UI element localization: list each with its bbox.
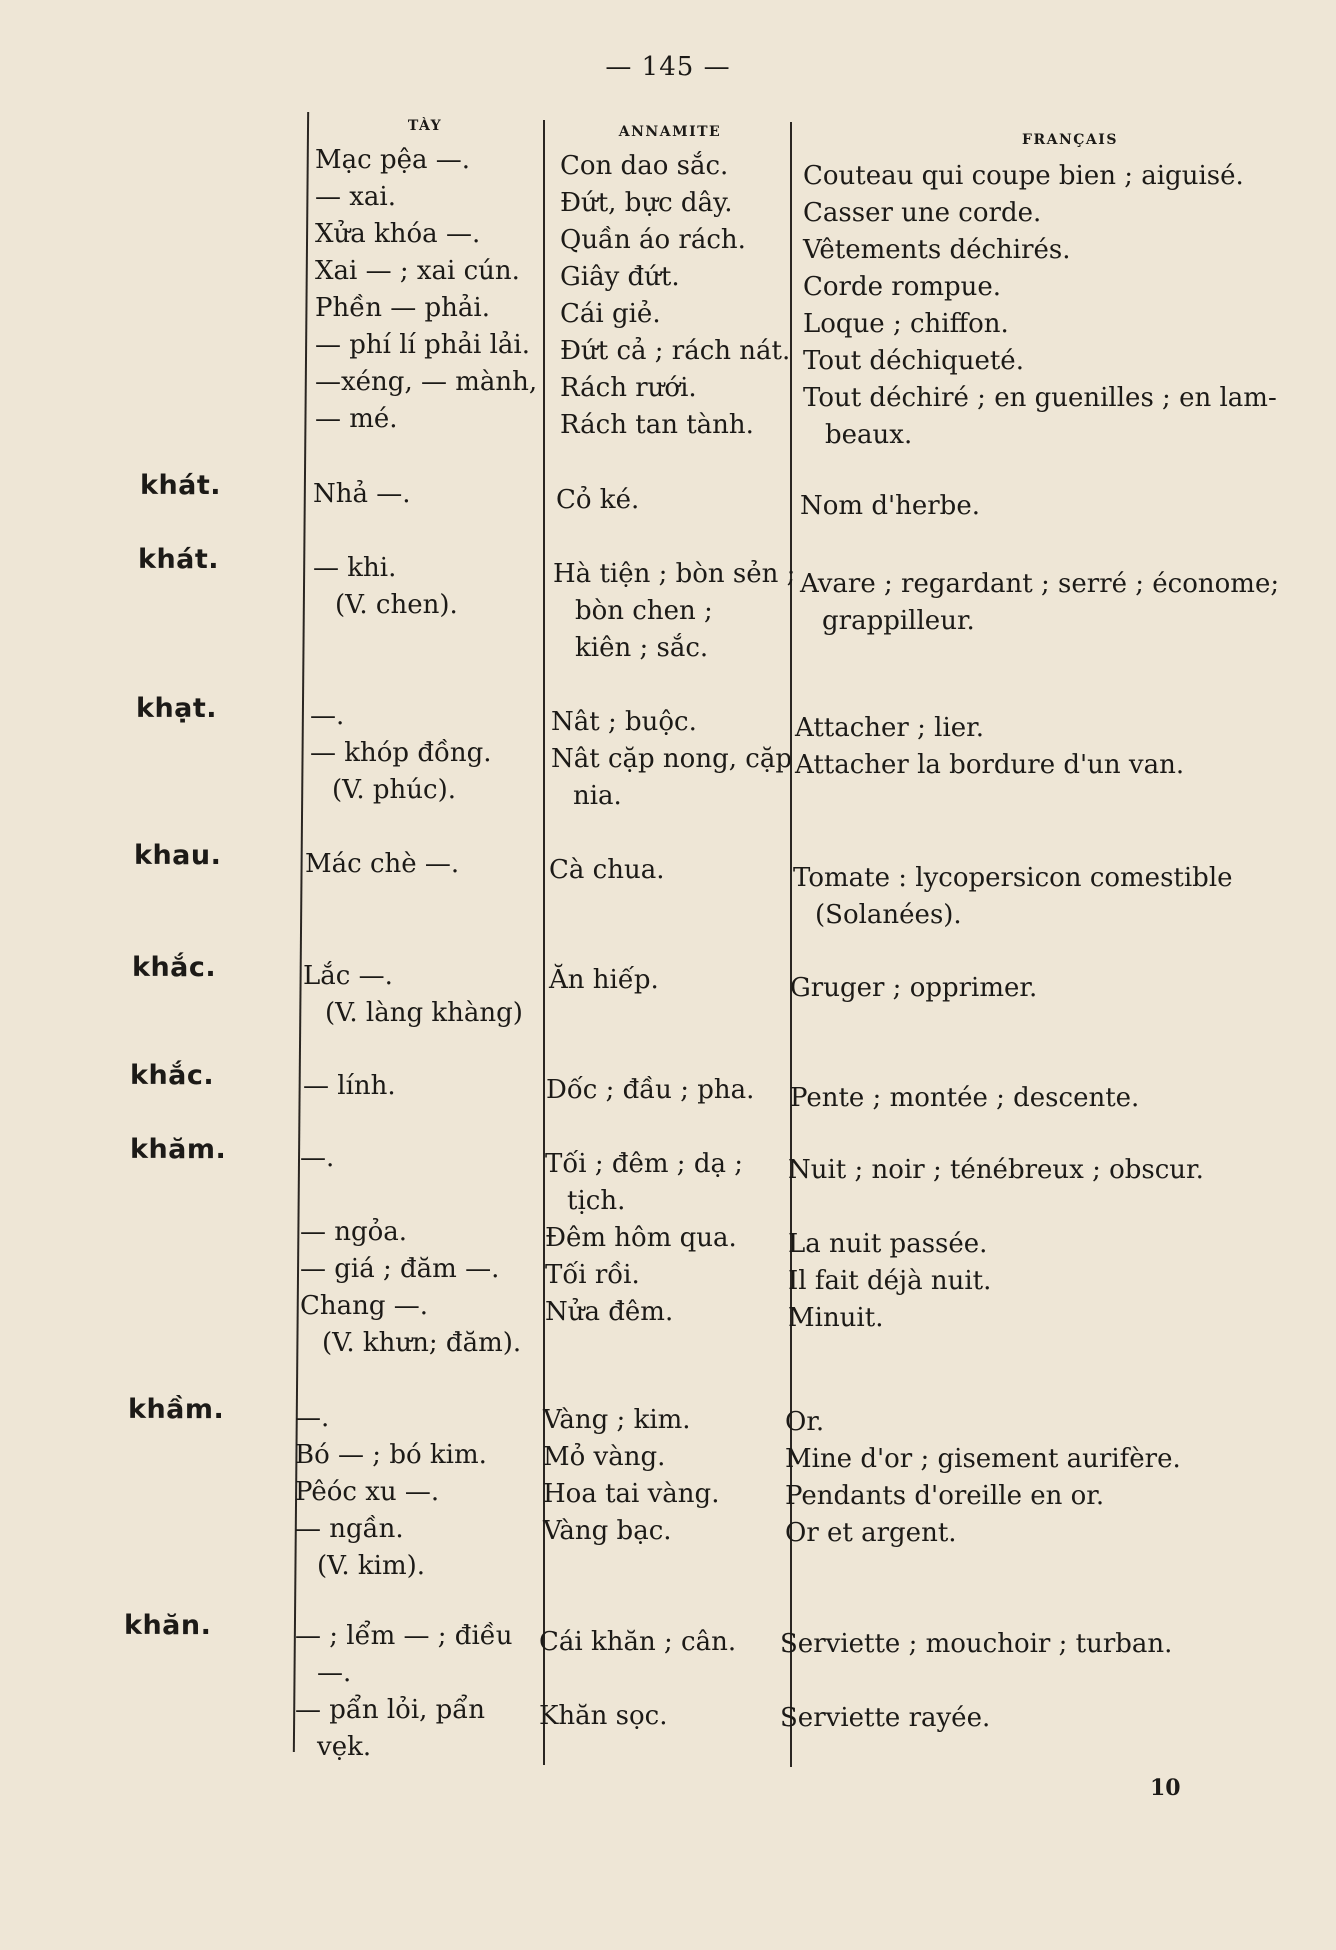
francais-line: Tomate : lycopersicon comestible: [793, 863, 1233, 893]
tay-line: —xéng, — mành,: [315, 367, 538, 397]
annamite-line: Con dao sắc.: [560, 151, 729, 181]
entry-annamite: [551, 704, 792, 815]
annamite-line: Nât ; buộc.: [551, 707, 697, 737]
entry-tay: [305, 846, 459, 883]
entry-tay: [295, 1618, 513, 1766]
francais-line: grappilleur.: [822, 606, 975, 636]
entry-francais: [800, 488, 980, 525]
annamite-line: Đêm hôm qua.: [545, 1223, 737, 1253]
francais-line: [788, 1189, 1204, 1226]
annamite-line: Vàng bạc.: [543, 1516, 672, 1546]
tay-line: Xửa khóa —.: [315, 219, 481, 249]
entry-francais: [790, 970, 1037, 1007]
entry-annamite: [560, 148, 790, 444]
entry-francais: [785, 1404, 1181, 1552]
francais-line: Nom d'herbe.: [800, 491, 980, 521]
entry-annamite: [553, 556, 795, 667]
francais-line: La nuit passée.: [788, 1229, 988, 1259]
entry-annamite: [556, 482, 639, 519]
page-number: — 145 —: [605, 52, 731, 82]
headword: khăn.: [124, 1610, 212, 1641]
tay-line: — phí lí phải lải.: [315, 330, 530, 360]
headword: khát.: [138, 544, 220, 575]
annamite-line: Nât cặp nong, cặp: [551, 744, 792, 774]
annamite-line: bòn chen ;: [575, 596, 713, 626]
annamite-line: Đứt, bực dây.: [560, 188, 733, 218]
francais-line: Minuit.: [788, 1303, 884, 1333]
entry-annamite: [549, 962, 659, 999]
headword: khăm.: [130, 1134, 227, 1165]
annamite-line: Ăn hiếp.: [549, 965, 659, 995]
annamite-line: Rách rưới.: [560, 373, 697, 403]
entry-tay: [313, 476, 411, 513]
francais-line: Il fait déjà nuit.: [788, 1266, 992, 1296]
entry-tay: [313, 550, 458, 624]
entry-francais: [788, 1152, 1204, 1337]
headword: khau.: [134, 840, 222, 871]
francais-line: Serviette rayée.: [780, 1703, 991, 1733]
francais-line: Or et argent.: [785, 1518, 957, 1548]
francais-line: Or.: [785, 1407, 825, 1437]
annamite-line: tịch.: [567, 1186, 626, 1216]
entry-tay: [303, 1068, 396, 1105]
francais-line: Tout déchiqueté.: [803, 346, 1024, 376]
tay-line: — lính.: [303, 1071, 396, 1101]
annamite-line: Rách tan tành.: [560, 410, 754, 440]
francais-line: Attacher ; lier.: [795, 713, 984, 743]
tay-line: Phền — phải.: [315, 293, 490, 323]
annamite-line: [539, 1661, 736, 1698]
francais-line: Gruger ; opprimer.: [790, 973, 1038, 1003]
tay-line: (V. chen).: [335, 590, 458, 620]
annamite-line: Dốc ; đầu ; pha.: [546, 1075, 755, 1105]
francais-line: Mine d'or ; gisement aurifère.: [785, 1444, 1181, 1474]
tay-line: — ; lểm — ; điều: [295, 1621, 513, 1651]
column-header-annamite: ANNAMITE: [618, 124, 722, 140]
entry-francais: [795, 710, 1184, 784]
tay-line: — giá ; đăm —.: [300, 1254, 500, 1284]
francais-line: (Solanées).: [815, 900, 962, 930]
annamite-line: Đứt cả ; rách nát.: [560, 336, 791, 366]
entry-annamite: [545, 1146, 743, 1331]
tay-line: Mác chè —.: [305, 849, 460, 879]
annamite-line: Nửa đêm.: [545, 1297, 674, 1327]
annamite-line: Cà chua.: [549, 855, 665, 885]
entry-francais: [800, 566, 1279, 640]
francais-line: Attacher la bordure d'un van.: [795, 750, 1185, 780]
francais-line: beaux.: [825, 420, 913, 450]
entry-tay: [315, 142, 537, 438]
tay-line: Chang —.: [300, 1291, 429, 1321]
annamite-line: Hà tiện ; bòn sẻn ;: [553, 559, 796, 589]
annamite-line: Vàng ; kim.: [543, 1405, 691, 1435]
tay-line: —.: [300, 1143, 335, 1173]
tay-line: — ngần.: [295, 1514, 404, 1544]
annamite-line: Cái khăn ; cân.: [539, 1627, 737, 1657]
francais-line: Vêtements déchirés.: [803, 235, 1071, 265]
entry-tay: [295, 1400, 487, 1585]
tay-line: Xai — ; xai cún.: [315, 256, 520, 286]
annamite-line: Cái giẻ.: [560, 299, 661, 329]
tay-line: Mạc pệa —.: [315, 145, 471, 175]
entry-francais: [790, 1080, 1139, 1117]
francais-line: Avare ; regardant ; serré ; économe;: [800, 569, 1280, 599]
entry-tay: [310, 698, 492, 809]
annamite-line: kiên ; sắc.: [575, 633, 709, 663]
column-header-tay: TÀY: [407, 118, 443, 134]
entry-annamite: [549, 852, 664, 889]
tay-line: — khóp đồng.: [310, 738, 492, 768]
annamite-line: Khăn sọc.: [539, 1701, 668, 1731]
tay-line: (V. kim).: [317, 1551, 426, 1581]
tay-line: vẹk.: [317, 1732, 372, 1762]
signature-number: 10: [1150, 1775, 1181, 1801]
headword: khát.: [140, 470, 222, 501]
tay-line: (V. phúc).: [332, 775, 457, 805]
tay-line: —.: [310, 701, 345, 731]
tay-line: —.: [317, 1658, 352, 1688]
annamite-line: nia.: [573, 781, 622, 811]
tay-line: — mé.: [315, 404, 398, 434]
tay-line: [300, 1177, 521, 1214]
entry-tay: [303, 958, 523, 1032]
tay-line: Pêóc xu —.: [295, 1477, 440, 1507]
entry-francais: [793, 860, 1233, 934]
annamite-line: Mỏ vàng.: [543, 1442, 666, 1472]
annamite-line: Tối ; đêm ; dạ ;: [545, 1149, 743, 1179]
francais-line: [780, 1663, 1172, 1700]
francais-line: Corde rompue.: [803, 272, 1002, 302]
tay-line: Nhả —.: [313, 479, 411, 509]
entry-annamite: [539, 1624, 736, 1735]
entry-annamite: [543, 1402, 719, 1550]
tay-line: — ngỏa.: [300, 1217, 408, 1247]
tay-line: — xai.: [315, 182, 397, 212]
francais-line: Nuit ; noir ; ténébreux ; obscur.: [788, 1155, 1204, 1185]
francais-line: Casser une corde.: [803, 198, 1042, 228]
francais-line: Pente ; montée ; descente.: [790, 1083, 1140, 1113]
headword: khạt.: [136, 693, 218, 724]
headword: khắc.: [130, 1060, 215, 1091]
annamite-line: Hoa tai vàng.: [543, 1479, 720, 1509]
tay-line: — pẩn lỏi, pẩn: [295, 1695, 485, 1725]
annamite-line: Tối rồi.: [545, 1260, 640, 1290]
headword: khầm.: [128, 1394, 225, 1425]
francais-line: Serviette ; mouchoir ; turban.: [780, 1629, 1173, 1659]
entry-annamite: [546, 1072, 754, 1109]
tay-line: (V. làng khàng): [325, 998, 523, 1028]
entry-tay: [300, 1140, 521, 1362]
tay-line: — khi.: [313, 553, 397, 583]
entry-francais: [803, 158, 1277, 454]
francais-line: Couteau qui coupe bien ; aiguisé.: [803, 161, 1244, 191]
annamite-line: Quần áo rách.: [560, 225, 746, 255]
column-header-francais: FRANÇAIS: [1022, 132, 1118, 148]
francais-line: Pendants d'oreille en or.: [785, 1481, 1105, 1511]
francais-line: Loque ; chiffon.: [803, 309, 1009, 339]
tay-line: —.: [295, 1403, 330, 1433]
headword: khắc.: [132, 952, 217, 983]
annamite-line: Cỏ ké.: [556, 485, 640, 515]
entry-francais: [780, 1626, 1172, 1737]
annamite-line: Giây đứt.: [560, 262, 680, 292]
tay-line: (V. khưn; đăm).: [322, 1328, 522, 1358]
francais-line: Tout déchiré ; en guenilles ; en lam-: [803, 383, 1277, 413]
tay-line: Bó — ; bó kim.: [295, 1440, 487, 1470]
tay-line: Lắc —.: [303, 961, 393, 991]
